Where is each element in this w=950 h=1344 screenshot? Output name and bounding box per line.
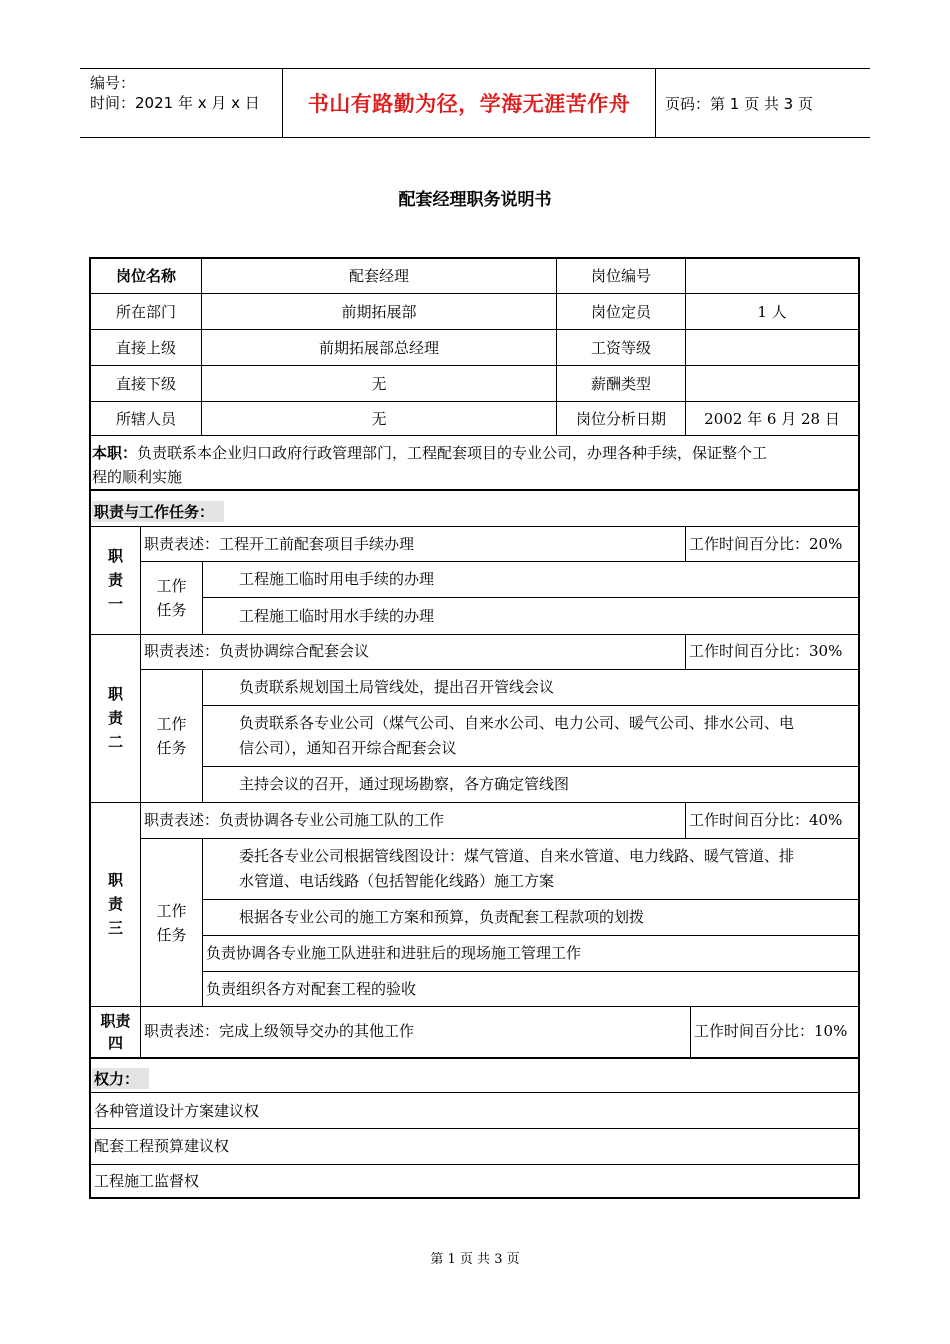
page-footer: 第 1 页 共 3 页	[430, 1252, 520, 1267]
duty-1-task-label: 工作 任务	[156, 577, 187, 619]
duty-3-task-4: 负责组织各方对配套工程的验收	[206, 979, 417, 998]
duties-heading: 职责与工作任务：	[92, 499, 224, 523]
header-motto: 书山有路勤为径，学海无涯苦作舟	[307, 92, 631, 116]
duty-2-title: 职 责 二	[107, 685, 123, 751]
job-description-table	[89, 257, 860, 1199]
duty-summary-line2: 程的顺利实施	[92, 468, 183, 486]
position-name-label: 岗位名称	[115, 267, 176, 285]
authority-heading: 权力：	[92, 1066, 149, 1090]
page-header	[80, 68, 870, 138]
header-time-label: 时间：2021 年 x 月 x 日	[90, 94, 260, 112]
grid-line	[690, 1006, 691, 1057]
authority-item: 各种管道设计方案建议权	[94, 1101, 260, 1120]
grid-line	[685, 526, 686, 562]
header-page-info: 页码：第 1 页 共 3 页	[665, 94, 813, 113]
headcount-value: 1 人	[757, 302, 787, 321]
pay-type-label: 薪酬类型	[590, 374, 651, 393]
pay-type-value	[686, 366, 858, 401]
grid-line	[91, 435, 858, 436]
position-code-label: 岗位编号	[590, 267, 651, 285]
duty-4-statement: 职责表述：完成上级领导交办的其他工作	[144, 1022, 415, 1040]
duty-1-task-2: 工程施工临时用水手续的办理	[239, 606, 435, 625]
headcount-label: 岗位定员	[590, 302, 651, 321]
position-name-value: 配套经理	[348, 267, 409, 285]
salary-grade-value	[686, 330, 858, 365]
subordinate-label: 直接下级	[115, 374, 176, 393]
grid-line	[91, 1057, 858, 1059]
staff-value: 无	[371, 409, 387, 428]
duty-summary-line1: 负责联系本企业归口政府行政管理部门，工程配套项目的专业公司，办理各种手续，保证整个工	[137, 444, 768, 462]
grid-line	[685, 802, 686, 838]
department-label: 所在部门	[115, 302, 176, 321]
duty-3-time-percent: 工作时间百分比：40%	[689, 810, 843, 829]
analysis-date-label: 岗位分析日期	[575, 409, 666, 428]
header-meta	[90, 73, 260, 113]
superior-value: 前期拓展部总经理	[318, 338, 439, 357]
salary-grade-label: 工资等级	[590, 338, 651, 357]
department-value: 前期拓展部	[341, 302, 417, 321]
duty-1-time-percent: 工作时间百分比：20%	[689, 534, 843, 553]
grid-line	[140, 1006, 141, 1057]
grid-line	[685, 634, 686, 669]
duty-3-statement: 职责表述：负责协调各专业公司施工队的工作	[144, 810, 445, 829]
analysis-date-value: 2002 年 6 月 28 日	[704, 409, 840, 428]
superior-label: 直接上级	[115, 338, 176, 357]
duty-2-task-label: 工作 任务	[156, 715, 187, 757]
duty-3-title: 职 责 三	[107, 871, 123, 937]
duty-2-task-1: 负责联系规划国土局管线处，提出召开管线会议	[239, 678, 555, 696]
duty-1-title: 职 责 一	[107, 547, 123, 613]
authority-item: 配套工程预算建议权	[94, 1137, 230, 1155]
duty-3-task-label: 工作 任务	[156, 901, 187, 944]
duty-4-time-percent: 工作时间百分比：10%	[694, 1022, 848, 1040]
grid-line	[91, 489, 858, 491]
document-title: 配套经理职务说明书	[398, 190, 552, 210]
duty-2-task-2: 负责联系各专业公司（煤气公司、自来水公司、电力公司、暖气公司、排水公司、电 信公司），通知召开综合配套会议	[239, 714, 795, 757]
staff-label: 所辖人员	[115, 409, 176, 428]
duty-4-title: 职责 四	[100, 1011, 131, 1052]
header-divider	[655, 69, 656, 137]
duty-summary	[92, 440, 858, 490]
duty-3-task-3: 负责协调各专业施工队进驻和进驻后的现场施工管理工作	[206, 944, 582, 962]
duty-3-task-1: 委托各专业公司根据管线图设计：煤气管道、自来水管道、电力线路、暖气管道、排 水管道、电话线路（包括智能化线路）施工方案	[239, 847, 795, 890]
subordinate-value: 无	[371, 374, 387, 393]
duty-1-task-1: 工程施工临时用电手续的办理	[239, 570, 435, 588]
duty-2-task-3: 主持会议的召开，通过现场勘察，各方确定管线图	[239, 775, 570, 793]
grid-line	[202, 838, 203, 1006]
duty-3-task-2: 根据各专业公司的施工方案和预算，负责配套工程款项的划拨	[239, 908, 645, 926]
duty-summary-label: 本职：	[92, 444, 138, 462]
duty-1-statement: 职责表述：工程开工前配套项目手续办理	[144, 534, 415, 553]
authority-item: 工程施工监督权	[94, 1171, 200, 1190]
grid-line	[202, 669, 203, 802]
duty-2-time-percent: 工作时间百分比：30%	[689, 642, 843, 660]
position-code-value	[686, 259, 858, 293]
header-number-label: 编号：	[90, 74, 136, 92]
duty-2-statement: 职责表述：负责协调综合配套会议	[144, 642, 370, 660]
